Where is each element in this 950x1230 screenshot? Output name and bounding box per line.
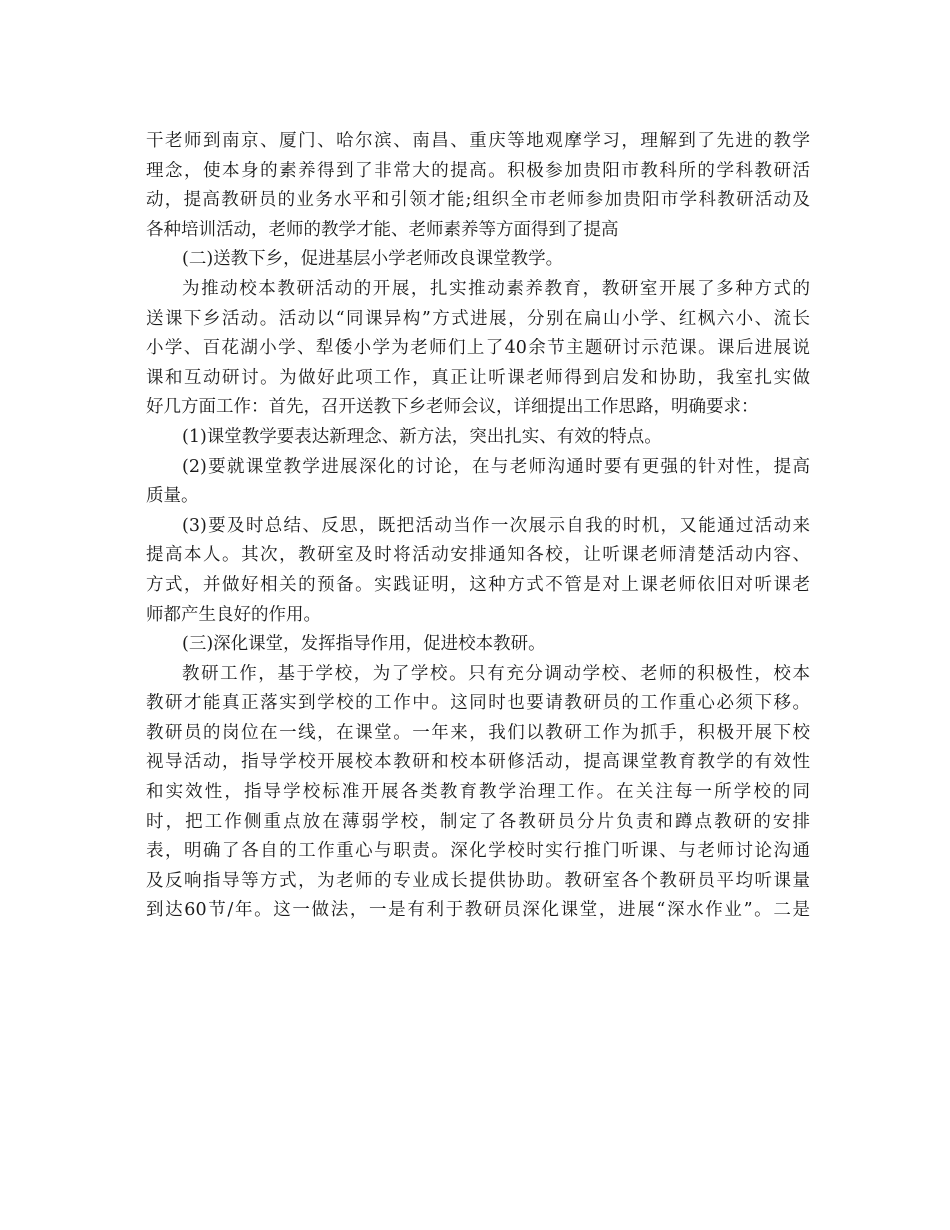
text-line: 课和互动研讨。为做好此项工作，真正让听课老师得到启发和协助，我室扎实做 [146, 367, 810, 388]
text-line: 教研工作，基于学校，为了学校。只有充分调动学校、老师的积极性，校本 [182, 663, 810, 684]
text-line: 各种培训活动，老师的教学才能、老师素养等方面得到了提高 [146, 219, 619, 240]
text-line: 好几方面工作：首先，召开送教下乡老师会议，详细提出工作思路，明确要求： [146, 397, 759, 418]
text-line: 及反响指导等方式，为老师的专业成长提供协助。教研室各个教研员平均听课量 [146, 870, 810, 891]
section-heading: (三)深化课堂，发挥指导作用，促进校本教研。 [182, 634, 546, 655]
text-line: 教研才能真正落实到学校的工作中。这同时也要请教研员的工作重心必须下移。 [146, 693, 810, 714]
text-line: 和实效性，指导学校标准开展各类教育教学治理工作。在关注每一所学校的同 [146, 782, 810, 803]
text-line: 送课下乡活动。活动以“同课异构”方式进展，分别在扁山小学、红枫六小、流长 [146, 308, 810, 329]
list-item: (3)要及时总结、反思，既把活动当作一次展示自我的时机，又能通过活动来 [182, 515, 810, 536]
text-line: 时，把工作侧重点放在薄弱学校，制定了各教研员分片负责和蹲点教研的安排 [146, 811, 810, 832]
text-line: 为推动校本教研活动的开展，扎实推动素养教育，教研室开展了多种方式的 [182, 278, 810, 299]
section-heading: (二)送教下乡，促进基层小学老师改良课堂教学。 [182, 249, 564, 270]
text-line: 到达60节/年。这一做法，一是有利于教研员深化课堂，进展“深水作业”。二是 [146, 900, 810, 921]
text-line: 小学、百花湖小学、犁倭小学为老师们上了40余节主题研讨示范课。课后进展说 [146, 338, 810, 359]
text-line: 动，提高教研员的业务水平和引领才能;组织全市老师参加贵阳市学科教研活动及 [146, 190, 810, 211]
text-line: 提高本人。其次，教研室及时将活动安排通知各校，让听课老师清楚活动内容、 [146, 545, 810, 566]
list-item: (1)课堂教学要表达新理念、新方法，突出扎实、有效的特点。 [182, 426, 662, 447]
text-line: 质量。 [146, 486, 199, 507]
document-body [146, 127, 810, 926]
text-line: 干老师到南京、厦门、哈尔滨、南昌、重庆等地观摩学习，理解到了先进的教学 [146, 131, 810, 151]
text-line: 视导活动，指导学校开展校本教研和校本研修活动，提高课堂教育教学的有效性 [146, 752, 810, 773]
text-line: 师都产生良好的作用。 [146, 604, 321, 625]
text-line: 理念，使本身的素养得到了非常大的提高。积极参加贵阳市教科所的学科教研活 [146, 160, 810, 181]
text-line: 表，明确了各自的工作重心与职责。深化学校时实行推门听课、与老师讨论沟通 [146, 841, 810, 862]
list-item: (2)要就课堂教学进展深化的讨论，在与老师沟通时要有更强的针对性，提高 [182, 456, 810, 477]
text-line: 方式，并做好相关的预备。实践证明，这种方式不管是对上课老师依旧对听课老 [146, 574, 810, 595]
text-line: 教研员的岗位在一线，在课堂。一年来，我们以教研工作为抓手，积极开展下校 [146, 722, 810, 743]
